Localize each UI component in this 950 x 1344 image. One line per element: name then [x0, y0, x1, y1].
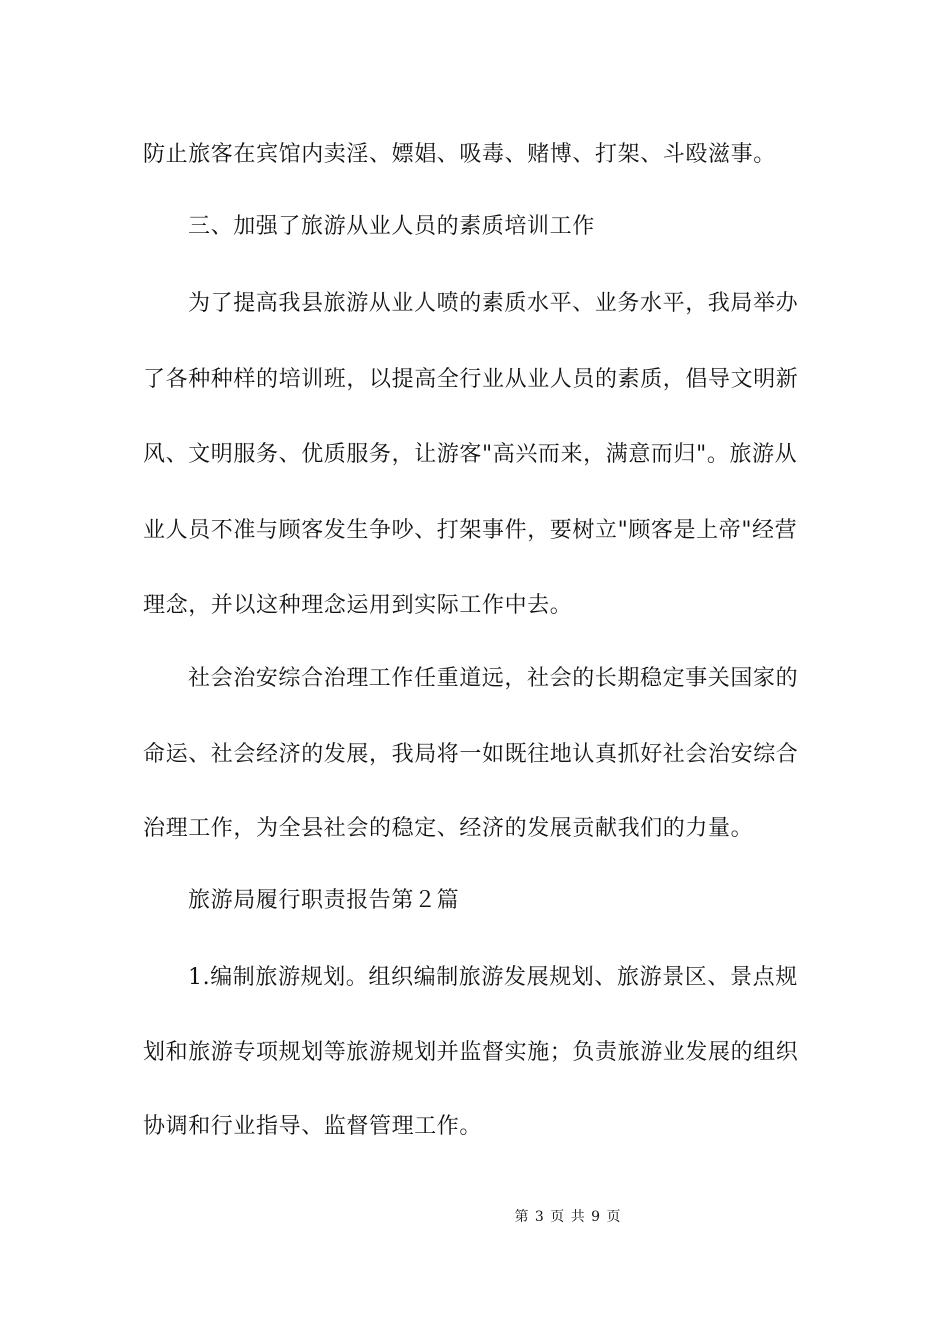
- text-line: 命运、社会经济的发展，我局将一如既往地认真抓好社会治安综合: [143, 742, 799, 767]
- section-heading: 旅游局履行职责报告第２篇: [188, 888, 460, 913]
- text-line: 协调和行业指导、监督管理工作。: [143, 1114, 483, 1139]
- text-line: 防止旅客在宾馆内卖淫、嫖娼、吸毒、赌博、打架、斗殴滋事。: [143, 142, 776, 167]
- text-line: 社会治安综合治理工作任重道远，社会的长期稳定事关国家的: [188, 666, 799, 691]
- text-line: 划和旅游专项规划等旅游规划并监督实施；负责旅游业发展的组织: [143, 1040, 799, 1065]
- text-line: 为了提高我县旅游从业人喷的素质水平、业务水平，我局举办: [188, 291, 799, 316]
- page-number-footer: 第 3 页 共 9 页: [514, 1209, 622, 1225]
- text-line: 风、文明服务、优质服务，让游客"高兴而来，满意而归"。旅游从: [143, 442, 798, 467]
- text-line: 1.编制旅游规划。组织编制旅游发展规划、旅游景区、景点规: [188, 965, 798, 990]
- text-line: 理念，并以这种理念运用到实际工作中去。: [143, 593, 573, 618]
- text-line: 业人员不准与顾客发生争吵、打架事件，要树立"顾客是上帝"经营: [143, 518, 798, 543]
- section-heading: 三、加强了旅游从业人员的素质培训工作: [188, 214, 595, 239]
- text-line: 治理工作，为全县社会的稳定、经济的发展贡献我们的力量。: [143, 816, 754, 841]
- text-line: 了各种种样的培训班，以提高全行业从业人员的素质，倡导文明新: [143, 367, 799, 392]
